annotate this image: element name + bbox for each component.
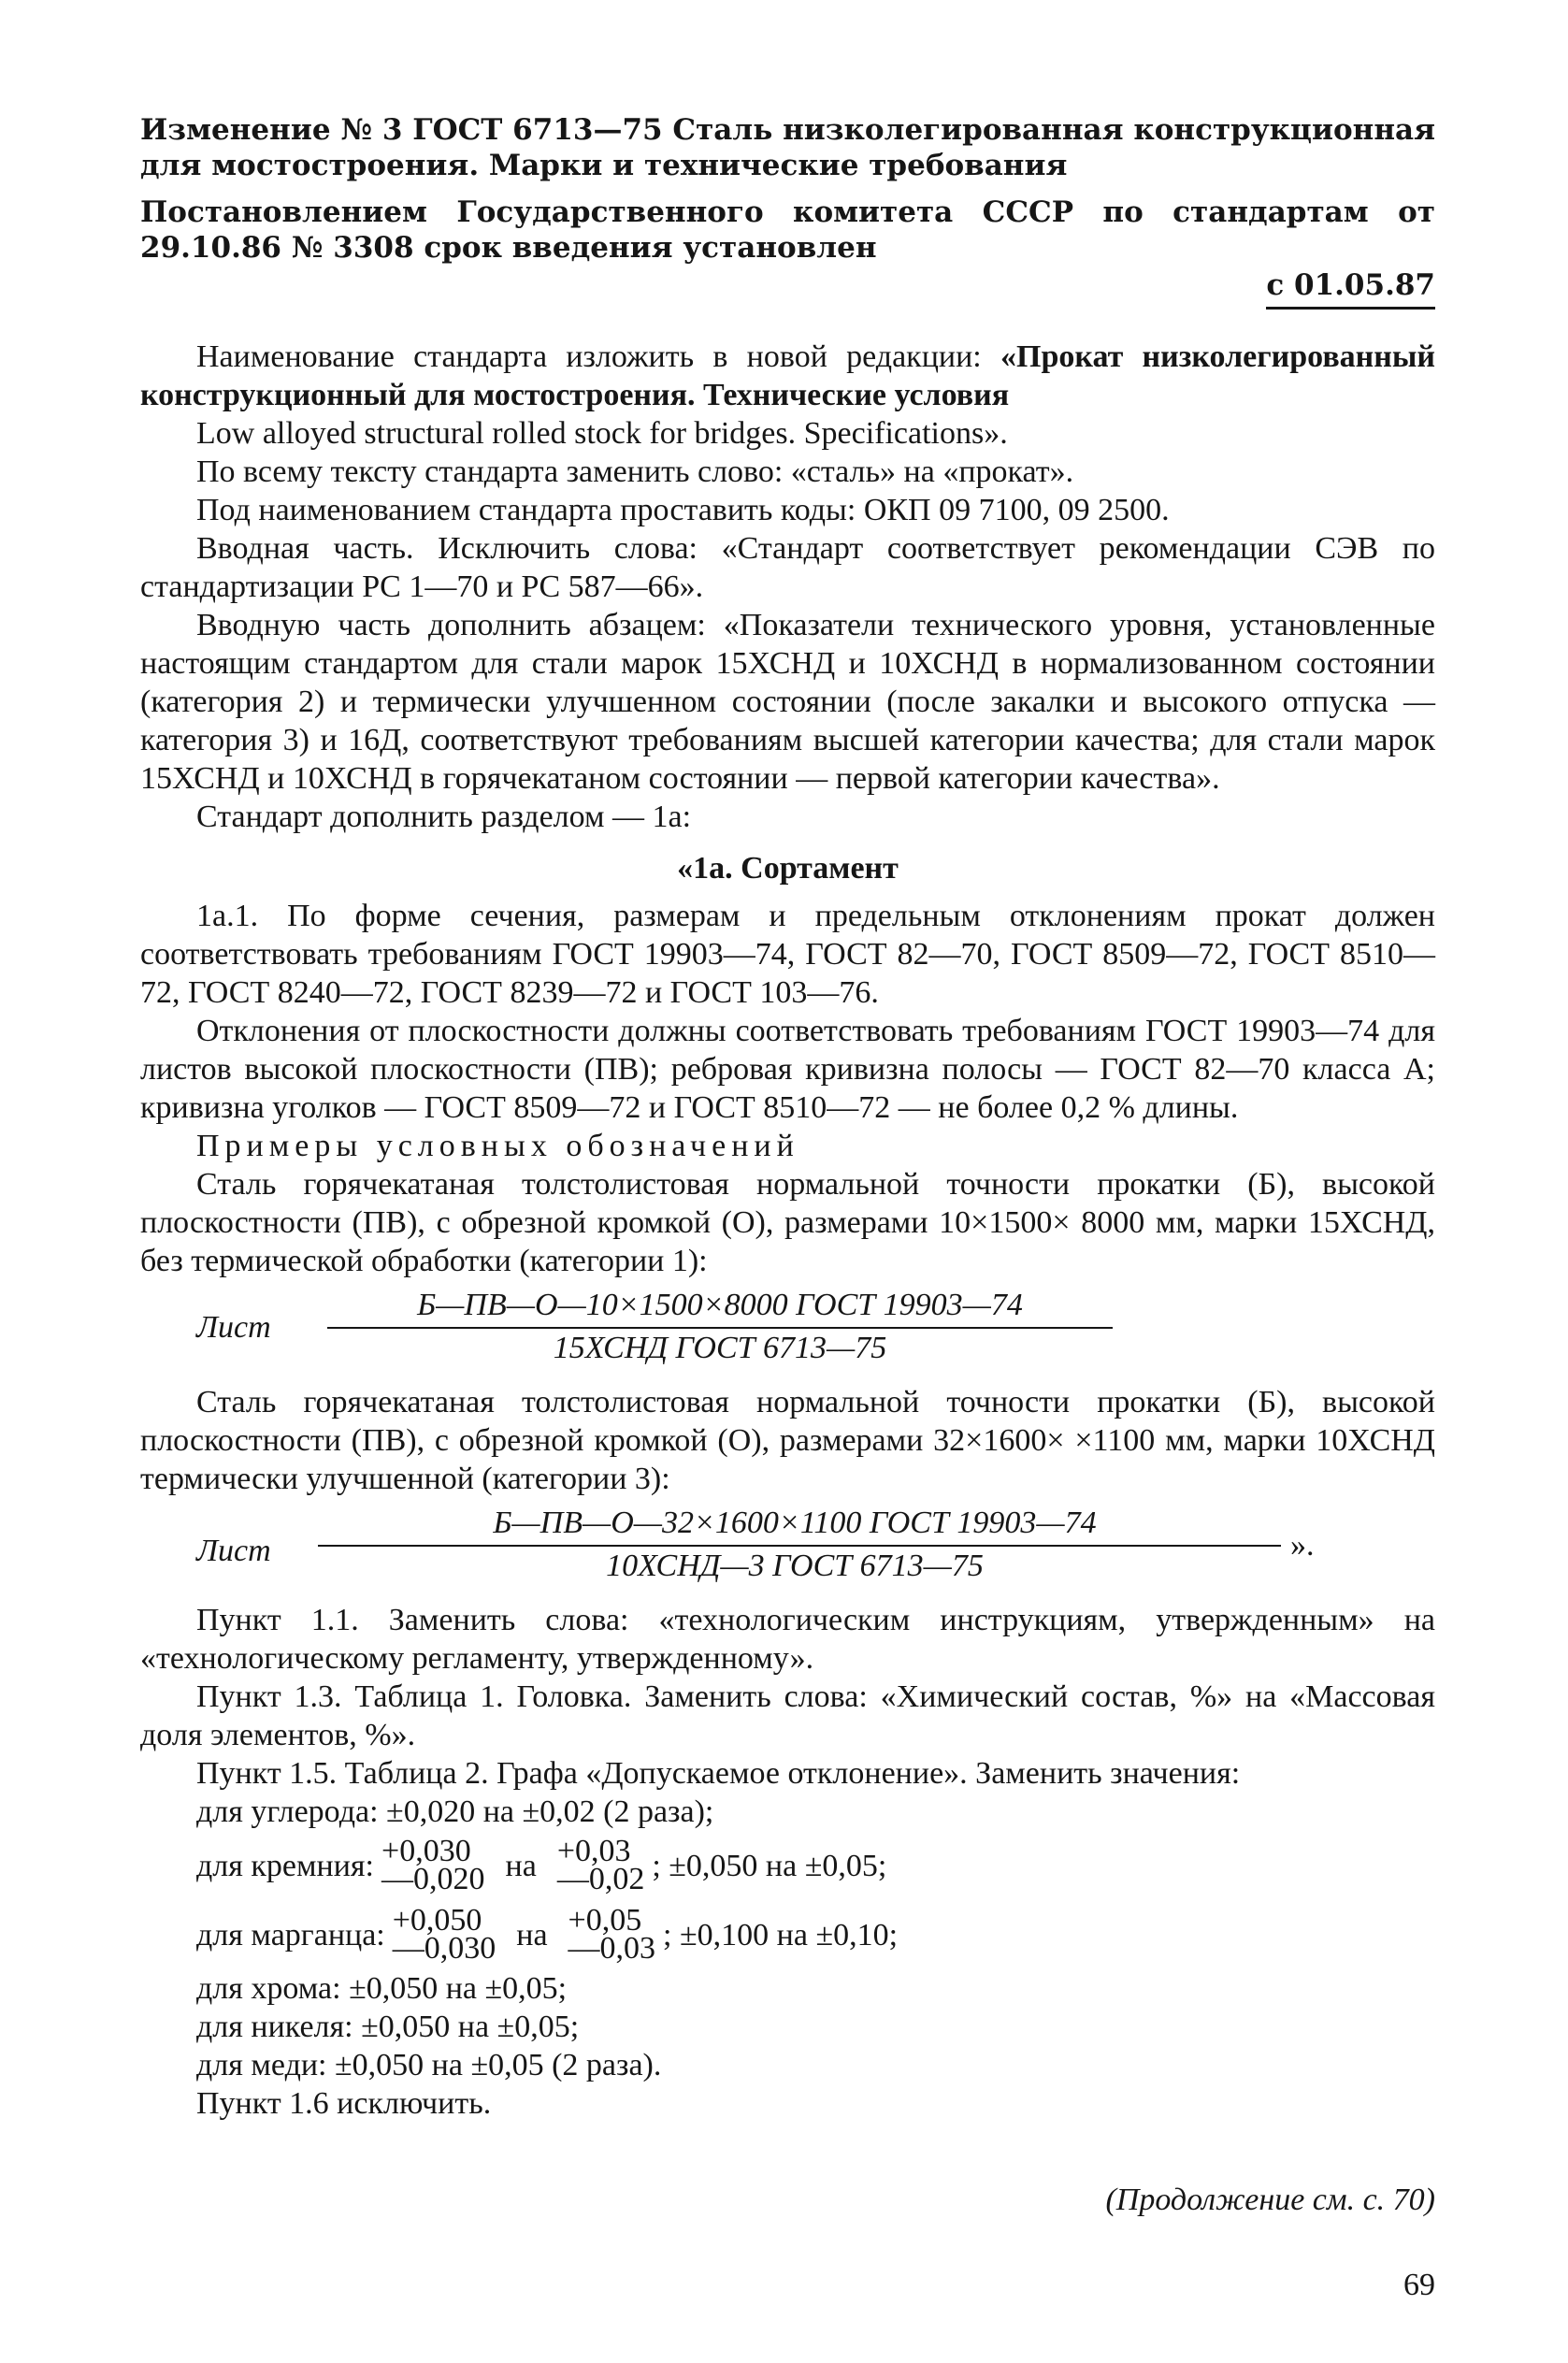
upper-value: +0,050 (392, 1903, 482, 1938)
old-tolerance (392, 1903, 496, 1966)
designation-example-2 (140, 1504, 1435, 1590)
continuation-note: (Продолжение см. с. 70) (1105, 2183, 1435, 2217)
new-tolerance (556, 1834, 645, 1896)
designation-example-1 (140, 1286, 1435, 1372)
upper-value: +0,030 (381, 1834, 471, 1868)
effective-date-value: с 01.05.87 (1266, 267, 1435, 310)
tolerance-tail: ; ±0,050 на ±0,05; (652, 1848, 887, 1883)
section-title: «1а. Сортамент (677, 851, 899, 886)
new-title-ru: «Прокат низколегированный конструкционный для мостостроения. Технические условия (140, 339, 1436, 412)
new-title-en: Low alloyed structural rolled stock for bridges. Specifications». (196, 416, 1008, 451)
page-number: 69 (1403, 2268, 1435, 2302)
tolerance-silicon (140, 1831, 1435, 1900)
paragraph-item-1-1: Пункт 1.1. Заменить слова: «технологическим инструкциям, утвержденным» на «технологическому регламенту, утвержденному». (140, 1603, 1435, 1676)
effective-date (140, 267, 1435, 310)
examples-heading: Примеры условных обозначений (196, 1129, 799, 1163)
paragraph-example-2: Сталь горячекатаная толстолистовая нормальной точности прокатки (Б), высокой плоскостности (ПВ), с обрезной кромкой (О), размерами 32×1600× ×1100 мм, марки 10ХСНД термически улучшенной (категории 3): (140, 1385, 1435, 1496)
designation-label: Лист (196, 1310, 271, 1345)
tolerance-copper: для меди: ±0,050 на ±0,05 (2 раза). (196, 2048, 662, 2082)
na-word: на (516, 1917, 548, 1952)
designation-denominator: 10ХСНД—3 ГОСТ 6713—75 (606, 1549, 984, 1583)
lower-value: —0,030 (392, 1931, 496, 1966)
lower-value: —0,020 (381, 1862, 485, 1896)
paragraph-add-section: Стандарт дополнить разделом — 1а: (196, 800, 692, 834)
tolerance-tail: ; ±0,100 на ±0,10; (663, 1917, 899, 1952)
paragraph-item-1-3: Пункт 1.3. Таблица 1. Головка. Заменить слова: «Химический состав, %» на «Массовая доля элементов, %». (140, 1679, 1435, 1752)
lower-value: —0,02 (556, 1862, 645, 1896)
designation-label: Лист (196, 1534, 271, 1568)
paragraph-1a1: 1а.1. По форме сечения, размерам и предельным отклонениям прокат должен соответствовать требованиям ГОСТ 19903—74, ГОСТ 82—70, ГОСТ 8509—72, ГОСТ 8510—72, ГОСТ 8240—72, ГОСТ 8239—72 и ГОСТ 103—76. (140, 899, 1435, 1010)
tolerance-carbon: для углерода: ±0,020 на ±0,02 (2 раза); (196, 1794, 714, 1829)
upper-value: +0,05 (568, 1903, 642, 1938)
paragraph-title-change (140, 338, 1435, 414)
element-label: для марганца: (196, 1917, 385, 1952)
old-tolerance (381, 1834, 485, 1896)
tolerance-nickel: для никеля: ±0,050 на ±0,05; (196, 2010, 580, 2044)
document-page (140, 112, 1435, 2304)
tolerance-chrome: для хрома: ±0,050 на ±0,05; (196, 1971, 568, 2006)
paragraph-intro-add: Вводную часть дополнить абзацем: «Показатели технического уровня, установленные настоящим стандартом для стали марок 15ХСНД и 10ХСНД в нормализованном состоянии (категория 2) и термически улучшенном состоянии (после закалки и высокого отпуска — категория 3) и 16Д, соответствуют требованиям высшей категории качества; для стали марок 15ХСНД и 10ХСНД в горячекатаном состоянии — первой категории качества». (140, 608, 1435, 796)
lower-value: —0,03 (568, 1931, 656, 1966)
paragraph-item-1-6: Пункт 1.6 исключить. (196, 2086, 492, 2121)
amendment-title: Изменение № 3 ГОСТ 6713—75 Сталь низколегированная конструкционная для мостостроения. Марки и технические требования (140, 113, 1435, 182)
decree-line: Постановлением Государственного комитета СССР по стандартам от 29.10.86 № 3308 срок введения установлен (140, 195, 1435, 265)
paragraph-intro-exclude: Вводная часть. Исключить слова: «Стандарт соответствует рекомендации СЭВ по стандартизации PC 1—70 и PC 587—66». (140, 531, 1435, 604)
na-word: на (505, 1848, 537, 1883)
new-tolerance (568, 1903, 656, 1966)
designation-denominator: 15ХСНД ГОСТ 6713—75 (553, 1331, 887, 1365)
text-fragment: Наименование стандарта изложить в новой редакции: (196, 339, 1001, 374)
designation-numerator: Б—ПВ—О—10×1500×8000 ГОСТ 19903—74 (417, 1288, 1023, 1322)
designation-numerator: Б—ПВ—О—32×1600×1100 ГОСТ 19903—74 (493, 1506, 1097, 1540)
paragraph-item-1-5: Пункт 1.5. Таблица 2. Графа «Допускаемое отклонение». Заменить значения: (196, 1756, 1241, 1791)
upper-value: +0,03 (556, 1834, 631, 1868)
paragraph-replace-word: По всему тексту стандарта заменить слово: «сталь» на «прокат». (196, 454, 1074, 489)
element-label: для кремния: (196, 1848, 375, 1883)
paragraph-flatness: Отклонения от плоскостности должны соответствовать требованиям ГОСТ 19903—74 для листов высокой плоскостности (ПВ); ребровая кривизна полосы — ГОСТ 82—70 класса А; кривизна уголков — ГОСТ 8509—72 и ГОСТ 8510—72 — не более 0,2 % длины. (140, 1014, 1435, 1125)
designation-closing: ». (1290, 1528, 1315, 1563)
tolerance-manganese (140, 1900, 1435, 1969)
paragraph-codes: Под наименованием стандарта проставить коды: ОКП 09 7100, 09 2500. (196, 493, 1170, 527)
paragraph-example-1: Сталь горячекатаная толстолистовая нормальной точности прокатки (Б), высокой плоскостности (ПВ), с обрезной кромкой (О), размерами 10×1500× 8000 мм, марки 15ХСНД, без термической обработки (категории 1): (140, 1167, 1435, 1278)
